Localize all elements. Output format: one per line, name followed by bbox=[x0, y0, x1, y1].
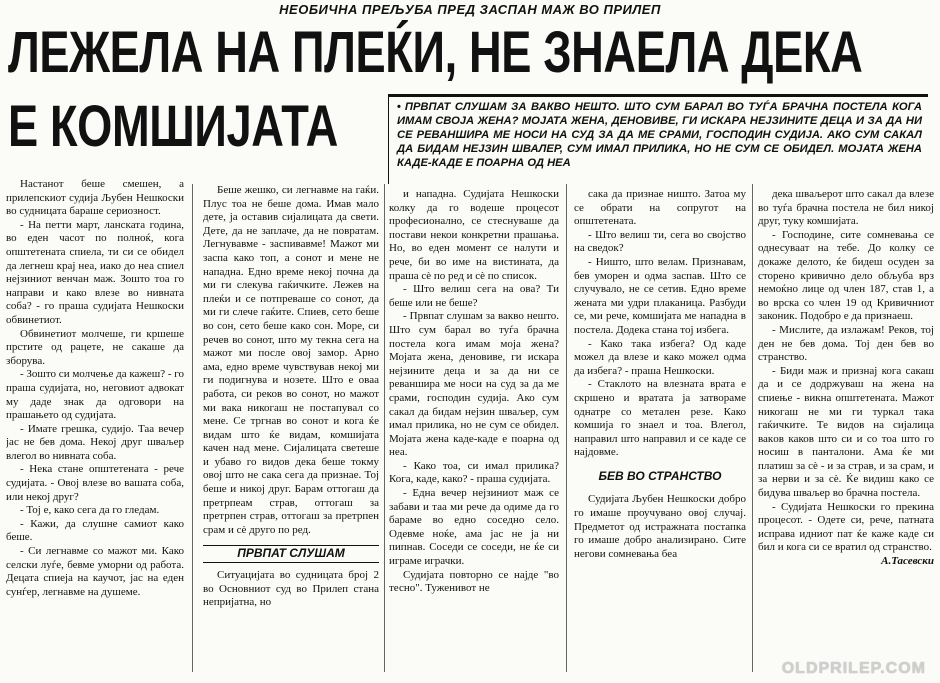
paragraph: и нападна. Судијата Нешкоски колку да го водеше процесот професионално, се стеснуваше да постави некои конкретни прашања. Но, во еден момент се налути и рече, би во име на вистината, да праша сè по ред и сè по список. bbox=[389, 188, 559, 282]
paragraph: Судијата Љубен Нешкоски добро го имаше проучувано овој случај. Предметот од истражната постапка го имаше добро анализирано. Сите негови сомневања беа bbox=[574, 493, 746, 560]
column-2 bbox=[203, 184, 379, 679]
paragraph: - Ништо, што велам. Признавам, бев уморен и одма заспав. Што се случувало, не се сетив. Едно време жената ми удри плаканица. Разбуди се, ми рече, комшијата ме нападна в постела. Додека стана тој избега. bbox=[574, 255, 746, 336]
subheading-abroad: БЕВ ВО СТРАНСТВО bbox=[598, 468, 722, 483]
paragraph: Беше жешко, си легнавме на гаќи. Плус тоа не беше дома. Имав мало дете, ја оставив сијалицата да свети. Дете, да не заплаче, да не повратам. Легнувавме - заспивавме! Мажот ми заспа како топ, а сонот и мене не нападна. Едно време некој почна да ми ги слекува гаќичките. Лежев на плеќи и се потпреваше со сонот, да ми ги слече гаќите. Спиев, сето беше во сон, сето беше како сон. Море, си речев во сонот, што му текна сега на мажот ми после овој замор. Арно ама, едно време чувствував некој ми ги подигнува и нозете. Што е оваа работа, си реков во сонот, но мажот ми вака никогаш не постапувал со мене. Се тргнав во сонот и кога ќе видам што ќе видам, комшијата качен над мене. Сијалицата светеше и убаво го видов дека беше токму овој што не сака сега да признае. Тој беше и никој друг. Барам оттогаш да претрпеам страв, оттогаш за претрпен страв, оттогаш за претрпен срам и сè друго по ред. bbox=[203, 184, 379, 536]
headline-line-2: Е КОМШИЈАТА bbox=[8, 94, 338, 159]
paragraph: - Нека стане општетената - рече судијата. - Овој влезе во вашата соба, или некој друг? bbox=[6, 463, 184, 503]
paragraph: - Првпат слушам за вакво нешто. Што сум барал во туѓа брачна постела кога имам моја жена? Мојата жена, деновиве, ги искара нејзините деца и за да ни се реванширa ме носи на суд за да ме срами, господин судија. Ако сум сакал да бидам нејзин шваљер, сум имал прилика, но не сум се обидел. Мојата жена каде-каде е поарна од неа. bbox=[389, 310, 559, 459]
paragraph: - Господине, сите сомневања се однесуваат на тебе. До колку се докаже делото, ќе бидеш осуден за сторено кривично дело обљуба врз немоќно лице од член 187, став 1, а во врска со член 19 од Кривичниот законик. Подобро е да признаеш. bbox=[758, 228, 934, 323]
column-4 bbox=[574, 188, 746, 683]
paragraph: - Кажи, да слушне самиот како беше. bbox=[6, 517, 184, 544]
watermark: OLDPRILEP.COM bbox=[781, 660, 926, 677]
paragraph: Обвинетиот молчеше, ги кршеше прстите од рацете, не сакаше да зборува. bbox=[6, 327, 184, 367]
column-3 bbox=[389, 188, 559, 683]
kicker: НЕОБИЧНА ПРЕЉУБА ПРЕД ЗАСПАН МАЖ ВО ПРИЛЕП bbox=[279, 2, 661, 17]
column-rule bbox=[566, 184, 567, 672]
column-rule bbox=[384, 184, 385, 672]
author-signature: А.Тасевски bbox=[881, 555, 934, 568]
paragraph: - Што велиш ти, сега во својство на сведок? bbox=[574, 228, 746, 255]
column-5 bbox=[758, 188, 934, 683]
paragraph: - Судијата Нешкоски го прекина процесот. - Одете си, рече, патната исправа идниот пат ќе каже каде си бил и кога си се вратил од странство. bbox=[758, 500, 934, 554]
paragraph: Настанот беше смешен, а прилепскиот судија Љубен Нешкоски во судницата бараше сериозност. bbox=[6, 178, 184, 218]
paragraph: - Како така избега? Од каде можел да влезе и како можел одма да избега? - праша Нешкоски. bbox=[574, 337, 746, 377]
paragraph: - Мислите, да излажам! Реков, тој ден не бев дома. Тој ден бев во странство. bbox=[758, 323, 934, 364]
lead-paragraph bbox=[388, 94, 928, 184]
paragraph: - Стаклото на влезната врата е скршено и вратата ја затвораме однатре со метален резе. Како комшија го знаел и тоа. Влегол, направил што направил и се каде се најдовме. bbox=[574, 378, 746, 459]
paragraph: - Си легнавме со мажот ми. Како селски луѓе, бевме уморни од работа. Децата спиеја на каучот, јас на еден сунѓер, легнавме на душеме. bbox=[6, 545, 184, 598]
subheading-first-time: ПРВПАТ СЛУШАМ bbox=[203, 545, 379, 563]
paragraph: - Една вечер нејзиниот маж се забави и таа ми рече да одиме да го бараме во едно соседно село. Одевме ноќе, ама јас не ја ни пипнав. Соседи се соседи, не ќе си играме играчки. bbox=[389, 487, 559, 568]
paragraph: - На петти март, ланската година, во еден часот по полноќ, кога општетената спиела, ти си се обидел да легнеш крај неа, иако до неа спиел нејзиниот венчан маж. Зошто тоа го направи и како влезе во нивната соба? - го праша судијата Нешкоски обвинетиот. bbox=[6, 218, 184, 326]
column-rule bbox=[192, 184, 193, 672]
paragraph: сака да признае ништо. Затоа му се обрати на сопругот на општетената. bbox=[574, 188, 746, 228]
paragraph: - Имате грешка, судијо. Таа вечер јас не бев дома. Некој друг шваљер влегол во нивната соба. bbox=[6, 422, 184, 462]
paragraph: Ситуацијата во судницата број 2 во Основниот суд во Прилеп стана непријатна, но bbox=[203, 569, 379, 609]
paragraph: - Што велиш сега на ова? Ти беше или не беше? bbox=[389, 283, 559, 309]
column-1 bbox=[6, 178, 184, 673]
lead-bullet: • bbox=[397, 101, 401, 113]
paragraph: Судијата повторно се најде "во тесно". Туженивот не bbox=[389, 568, 559, 595]
paragraph: - Биди маж и признај кога сакаш да и се додржуваш на жена на спиење - викна општетената. Мажот никогаш не ми ги туркал така гаќичките. Те видов на сијалица вакoв каков што си и со тоа што го носиш в панталони. Ама ќе ми платиш за сè - и за страв, и за срам, и за нерви и за сè. Ќе видиш како се бидува шваљер во брачна постела. bbox=[758, 364, 934, 500]
headline-line-1: ЛЕЖЕЛА НА ПЛЕЌИ, НЕ ЗНАЕЛА ДЕКА bbox=[8, 20, 863, 85]
column-rule bbox=[752, 184, 753, 672]
paragraph: - Како тоа, си имал прилика? Кога, каде, како? - праша судијата. bbox=[389, 459, 559, 486]
paragraph: - Зошто си молчење да кажеш? - го праша судијата, но, неговиот адвокат му даде знак да одговори на прашањето од судијата. bbox=[6, 368, 184, 422]
lead-text: ПРВПАТ СЛУШАМ ЗА ВАКВО НЕШТО. ШТО СУМ БАРАЛ ВО ТУЃА БРАЧНА ПОСТЕЛА КОГА ИМАМ СВОЈА ЖЕНА? МОЈАТА ЖЕНА, ДЕНОВИВЕ, ГИ ИСКАРА НЕЈЗИНИТЕ ДЕЦА И ЗА ДА НИ СЕ РЕВАНШИРА МЕ НОСИ НА СУД ЗА ДА МЕ СРАМИ, ГОСПОДИН СУДИЈА. АКО СУМ САКАЛ ДА БИДАМ НЕЈЗИН ШВАЛЕР, СУМ ИМАЛ ПРИЛИКА, НО НЕ СУМ СЕ ОБИДЕЛ. МОЈАТА ЖЕНА КАДЕ-КАДЕ Е ПОАРНА ОД НЕА bbox=[397, 101, 922, 169]
paragraph: - Тој е, како сега да го гледам. bbox=[20, 504, 160, 517]
paragraph: дека шваљерот што сакал да влезе во туѓа брачна постела не бил никој друг, туку комшијата. bbox=[758, 188, 934, 228]
